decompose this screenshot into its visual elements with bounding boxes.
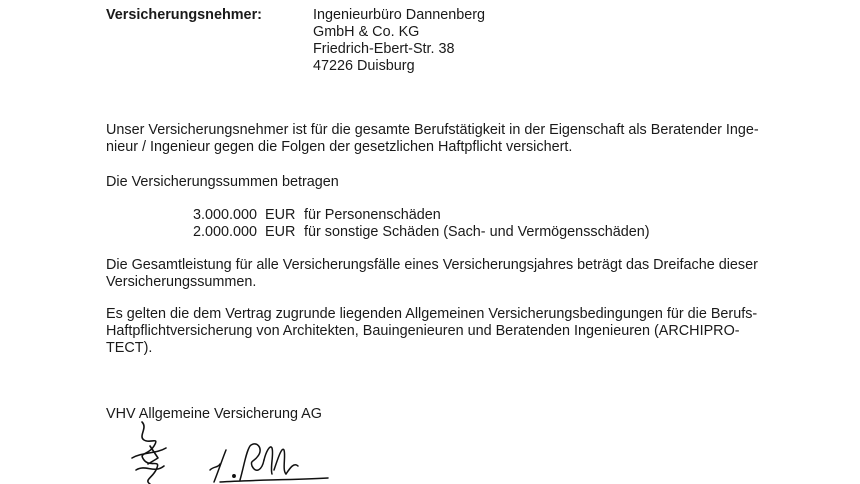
sums-intro: Die Versicherungssummen betragen	[106, 174, 339, 190]
paragraph-line: nieur / Ingenieur gegen die Folgen der gesetzlichen Haftpflicht versichert.	[106, 138, 573, 155]
coverage-paragraph	[106, 122, 776, 156]
paragraph-line: Die Gesamtleistung für alle Versicherungsfälle eines Versicherungsjahres beträgt das Dreifache dieser	[106, 257, 758, 273]
policyholder-address-line: Ingenieurbüro Dannenberg	[313, 7, 486, 23]
sum-amount: 3.000.000	[192, 207, 257, 223]
sum-currency: EUR	[265, 224, 296, 240]
conditions-paragraph	[106, 306, 776, 356]
policyholder-label: Versicherungsnehmer:	[106, 7, 262, 23]
insurer-name: VHV Allgemeine Versicherung AG	[106, 406, 322, 422]
policyholder-address-line: Friedrich-Ebert-Str. 38	[313, 41, 455, 57]
sum-currency: EUR	[265, 207, 296, 223]
paragraph-line: Versicherungssummen.	[106, 273, 257, 290]
sum-amount: 2.000.000	[192, 224, 257, 240]
sum-description: für sonstige Schäden (Sach- und Vermögensschäden)	[304, 224, 650, 240]
paragraph-line: Haftpflichtversicherung von Architekten, Bauingenieuren und Beratenden Ingenieuren (ARCHIPRO-	[106, 322, 740, 339]
total-limit-paragraph	[106, 257, 776, 291]
paragraph-line: TECT).	[106, 339, 153, 356]
paragraph-line: Es gelten die dem Vertrag zugrunde liegenden Allgemeinen Versicherungsbedingungen für die Berufs-	[106, 306, 758, 322]
policyholder-address-line: 47226 Duisburg	[313, 58, 415, 74]
sum-row	[191, 207, 691, 224]
sum-row	[191, 224, 691, 241]
signature-left	[120, 418, 180, 484]
sum-description: für Personenschäden	[304, 207, 441, 223]
paragraph-line: Unser Versicherungsnehmer ist für die gesamte Berufstätigkeit in der Eigenschaft als Beratender Inge-	[106, 122, 759, 138]
signature-right	[200, 440, 330, 484]
policyholder-address-line: GmbH & Co. KG	[313, 24, 420, 40]
